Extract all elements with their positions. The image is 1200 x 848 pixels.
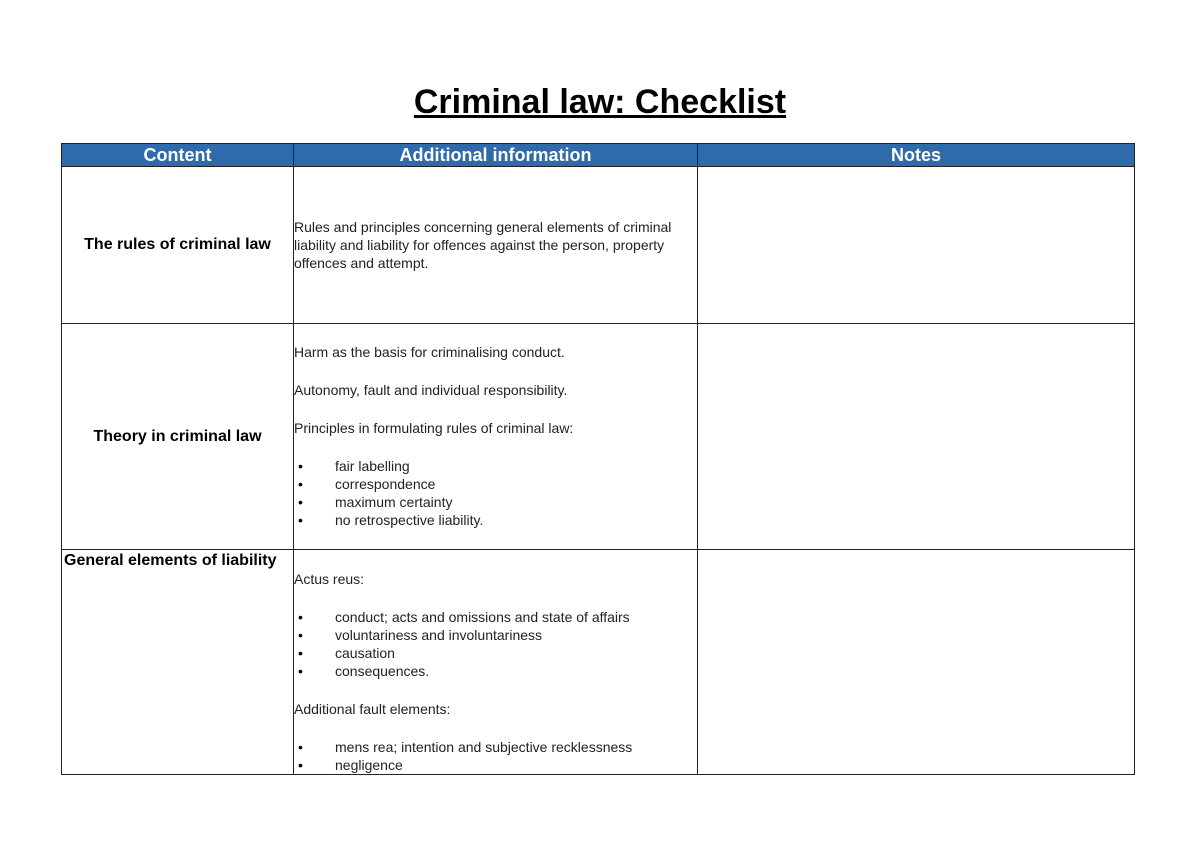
info-paragraph: Actus reus: xyxy=(294,571,365,587)
list-item: • conduct; acts and omissions and state of affairs xyxy=(294,608,697,626)
header-notes: Notes xyxy=(698,144,1135,167)
bullet-list xyxy=(294,457,697,529)
content-cell: The rules of criminal law xyxy=(62,167,294,324)
info-paragraph: Principles in formulating rules of criminal law: xyxy=(294,420,574,436)
list-item: • negligence xyxy=(294,756,697,773)
list-item: • correspondence xyxy=(294,475,697,493)
info-paragraph: Autonomy, fault and individual responsibility. xyxy=(294,382,568,398)
header-additional-information: Additional information xyxy=(294,144,698,167)
list-item: • mens rea; intention and subjective recklessness xyxy=(294,738,697,756)
list-item: • no retrospective liability. xyxy=(294,511,697,529)
content-cell: General elements of liability xyxy=(62,550,294,775)
header-content: Content xyxy=(62,144,294,167)
notes-cell[interactable] xyxy=(698,324,1135,550)
info-cell xyxy=(294,167,698,324)
table-row xyxy=(62,167,1135,324)
notes-cell[interactable] xyxy=(698,550,1135,775)
info-text: Rules and principles concerning general elements of criminal liability and liability for offences against the person, property offences and attempt. xyxy=(294,219,672,271)
table-row xyxy=(62,550,1135,775)
header-row xyxy=(62,144,1135,167)
page-title: Criminal law: Checklist xyxy=(413,83,787,121)
info-paragraph: Harm as the basis for criminalising conduct. xyxy=(294,344,565,360)
info-cell xyxy=(294,550,698,775)
table-row xyxy=(62,324,1135,550)
bullet-list xyxy=(294,608,697,680)
checklist-table xyxy=(61,143,1135,775)
info-paragraph: Additional fault elements: xyxy=(294,701,451,717)
list-item: • voluntariness and involuntariness xyxy=(294,626,697,644)
list-item: • fair labelling xyxy=(294,457,697,475)
list-item: • maximum certainty xyxy=(294,493,697,511)
list-item: • consequences. xyxy=(294,662,697,680)
notes-cell[interactable] xyxy=(698,167,1135,324)
bullet-list xyxy=(294,738,697,773)
info-cell xyxy=(294,324,698,550)
content-cell: Theory in criminal law xyxy=(62,324,294,550)
list-item: • causation xyxy=(294,644,697,662)
